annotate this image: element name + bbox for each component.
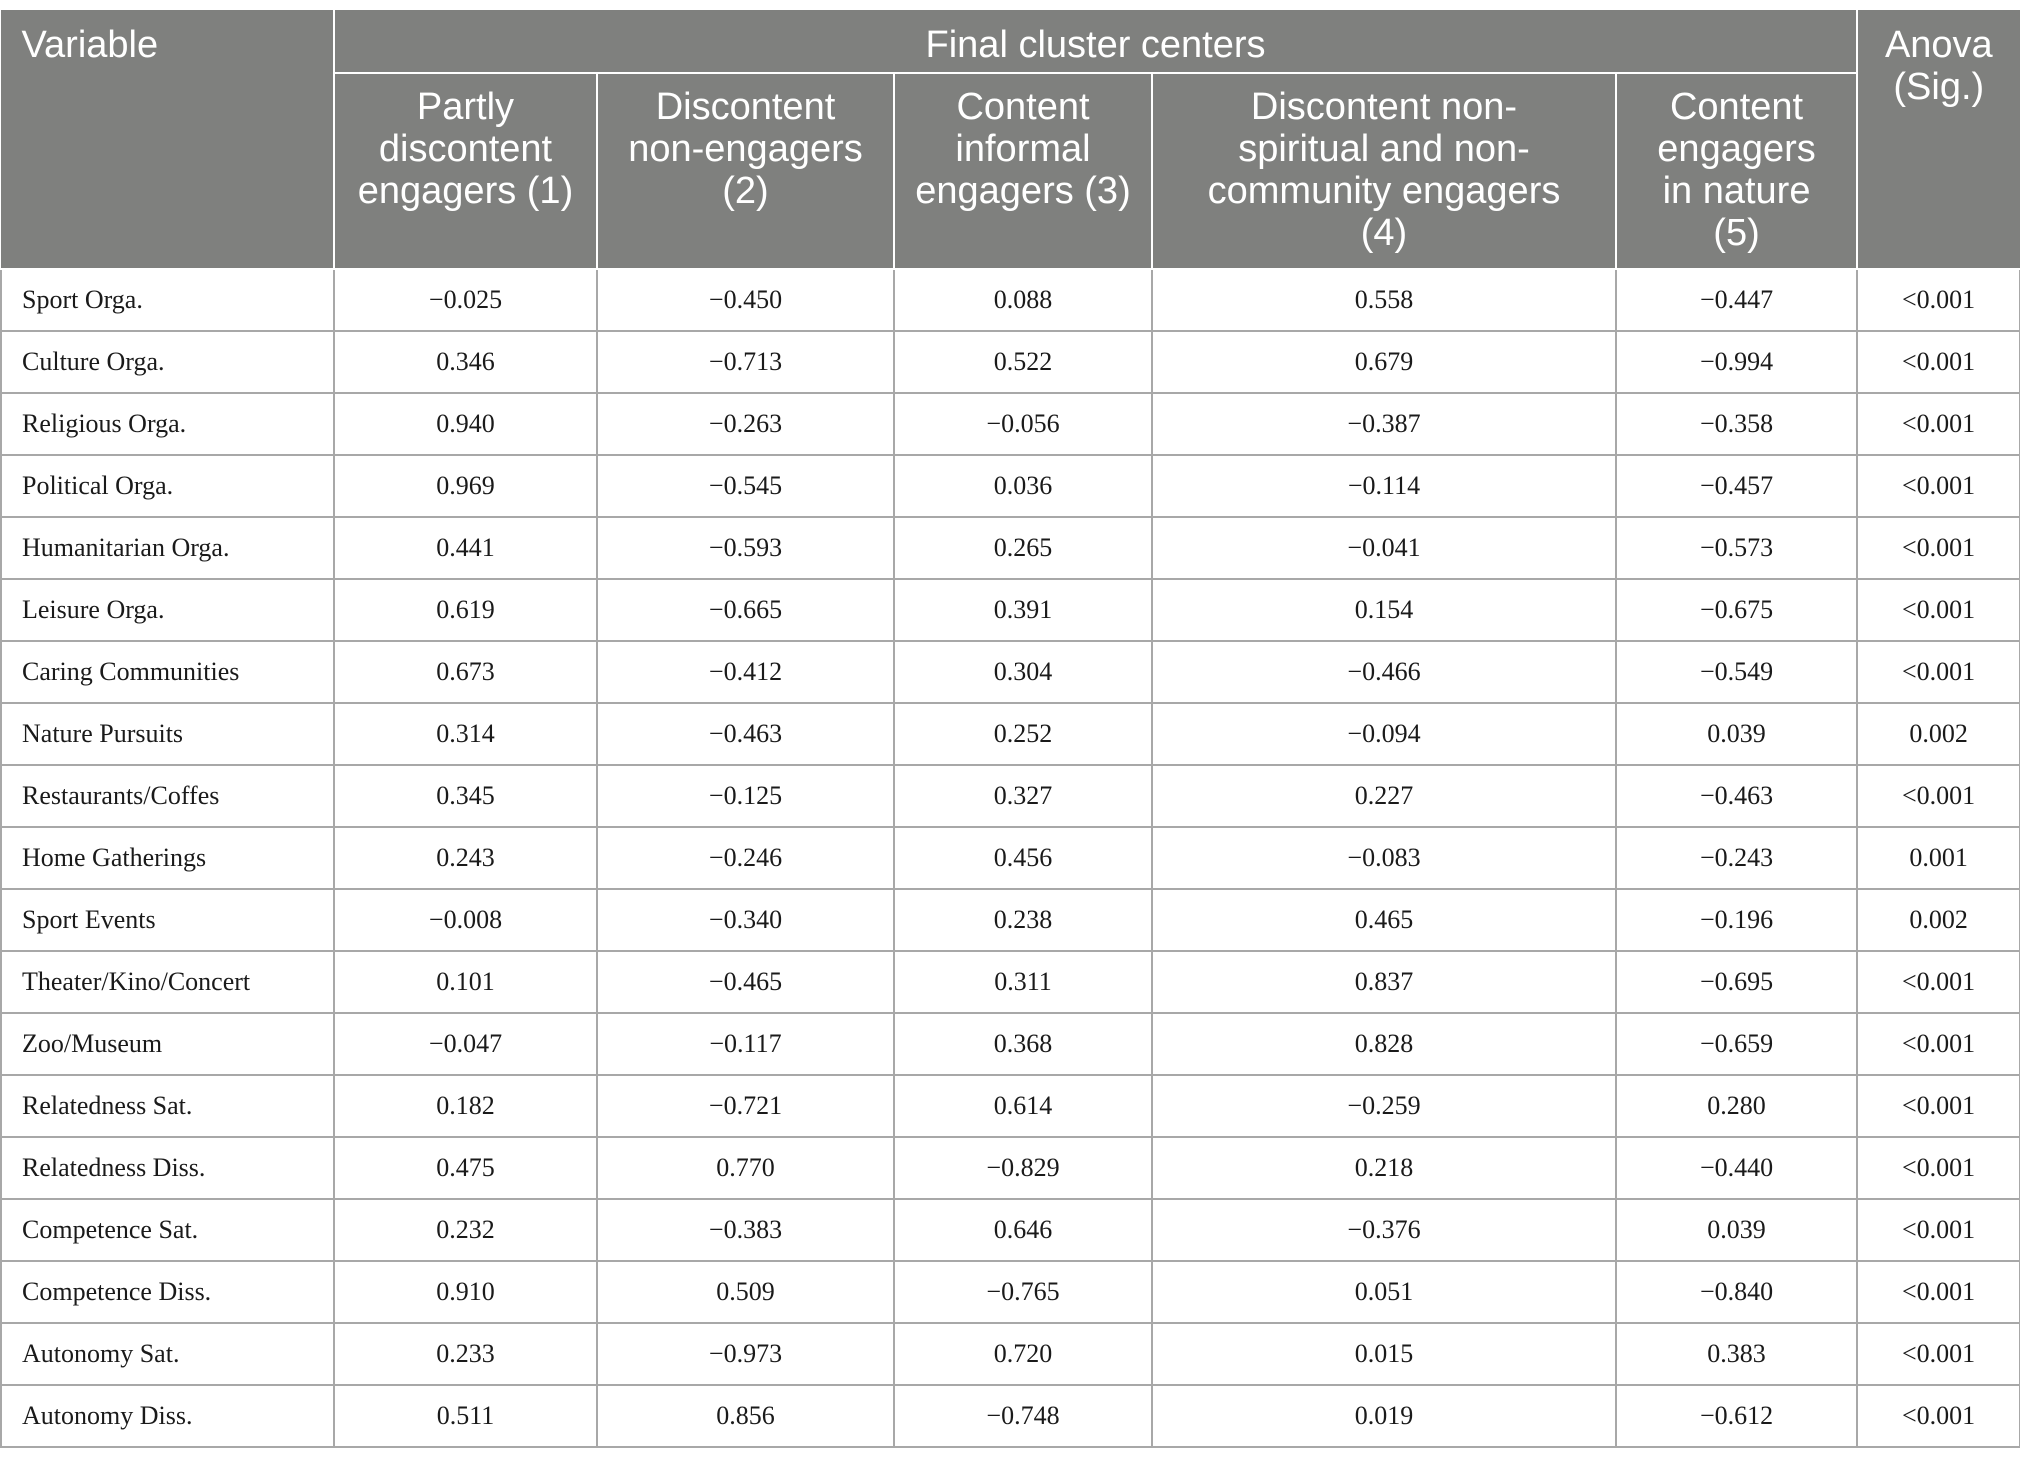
cluster-3-header bbox=[894, 73, 1152, 269]
table-row bbox=[1, 393, 2020, 455]
variable-cell: Autonomy Diss. bbox=[1, 1385, 334, 1447]
anova-sig-cell: <0.001 bbox=[1857, 1013, 2020, 1075]
cluster-2-cell: −0.593 bbox=[597, 517, 894, 579]
anova-sig-cell: <0.001 bbox=[1857, 765, 2020, 827]
cluster-header-line: Discontent non- bbox=[1250, 86, 1518, 128]
anova-sig-cell: <0.001 bbox=[1857, 331, 2020, 393]
variable-cell: Sport Orga. bbox=[1, 269, 334, 331]
cluster-1-cell: 0.673 bbox=[334, 641, 597, 703]
variable-cell: Autonomy Sat. bbox=[1, 1323, 334, 1385]
table-body bbox=[1, 269, 2020, 1447]
cluster-header-line: discontent bbox=[378, 128, 553, 170]
table-row bbox=[1, 765, 2020, 827]
cluster-4-cell: −0.259 bbox=[1152, 1075, 1616, 1137]
cluster-5-cell: −0.994 bbox=[1616, 331, 1857, 393]
cluster-header-line: Discontent bbox=[655, 86, 836, 128]
cluster-4-cell: −0.094 bbox=[1152, 703, 1616, 765]
cluster-4-cell: −0.041 bbox=[1152, 517, 1616, 579]
anova-sig-cell: 0.002 bbox=[1857, 889, 2020, 951]
cluster-3-cell: 0.368 bbox=[894, 1013, 1152, 1075]
cluster-5-header bbox=[1616, 73, 1857, 269]
table-row bbox=[1, 1013, 2020, 1075]
table-row bbox=[1, 269, 2020, 331]
cluster-header-line: (2) bbox=[722, 170, 769, 212]
cluster-4-cell: 0.679 bbox=[1152, 331, 1616, 393]
cluster-3-cell: −0.765 bbox=[894, 1261, 1152, 1323]
cluster-2-cell: −0.246 bbox=[597, 827, 894, 889]
cluster-5-cell: 0.039 bbox=[1616, 1199, 1857, 1261]
cluster-1-cell: 0.233 bbox=[334, 1323, 597, 1385]
cluster-5-cell: −0.612 bbox=[1616, 1385, 1857, 1447]
table-row bbox=[1, 1075, 2020, 1137]
cluster-4-cell: 0.154 bbox=[1152, 579, 1616, 641]
cluster-4-cell: −0.387 bbox=[1152, 393, 1616, 455]
cluster-5-cell: −0.447 bbox=[1616, 269, 1857, 331]
cluster-3-cell: 0.265 bbox=[894, 517, 1152, 579]
cluster-3-cell: 0.720 bbox=[894, 1323, 1152, 1385]
variable-cell: Nature Pursuits bbox=[1, 703, 334, 765]
cluster-2-cell: −0.665 bbox=[597, 579, 894, 641]
cluster-1-cell: 0.619 bbox=[334, 579, 597, 641]
cluster-4-cell: 0.828 bbox=[1152, 1013, 1616, 1075]
anova-sig-cell: 0.002 bbox=[1857, 703, 2020, 765]
anova-sig-cell: <0.001 bbox=[1857, 1323, 2020, 1385]
cluster-5-cell: −0.675 bbox=[1616, 579, 1857, 641]
table-row bbox=[1, 579, 2020, 641]
cluster-4-cell: 0.051 bbox=[1152, 1261, 1616, 1323]
cluster-5-cell: 0.039 bbox=[1616, 703, 1857, 765]
variable-cell: Zoo/Museum bbox=[1, 1013, 334, 1075]
cluster-1-header bbox=[334, 73, 597, 269]
cluster-3-cell: 0.391 bbox=[894, 579, 1152, 641]
variable-cell: Humanitarian Orga. bbox=[1, 517, 334, 579]
cluster-3-cell: 0.252 bbox=[894, 703, 1152, 765]
variable-cell: Restaurants/Coffes bbox=[1, 765, 334, 827]
cluster-5-cell: −0.659 bbox=[1616, 1013, 1857, 1075]
cluster-2-cell: −0.117 bbox=[597, 1013, 894, 1075]
cluster-2-cell: 0.856 bbox=[597, 1385, 894, 1447]
table-row bbox=[1, 703, 2020, 765]
cluster-header-line: community engagers bbox=[1207, 170, 1561, 212]
table-row bbox=[1, 1137, 2020, 1199]
anova-sig-cell: <0.001 bbox=[1857, 455, 2020, 517]
anova-sig-cell: <0.001 bbox=[1857, 579, 2020, 641]
table-row bbox=[1, 1199, 2020, 1261]
anova-sig-cell: <0.001 bbox=[1857, 517, 2020, 579]
cluster-1-cell: 0.182 bbox=[334, 1075, 597, 1137]
table-row bbox=[1, 889, 2020, 951]
table-row bbox=[1, 1261, 2020, 1323]
cluster-2-cell: −0.412 bbox=[597, 641, 894, 703]
anova-sig-cell: <0.001 bbox=[1857, 1385, 2020, 1447]
variable-cell: Relatedness Diss. bbox=[1, 1137, 334, 1199]
cluster-4-cell: 0.465 bbox=[1152, 889, 1616, 951]
final-cluster-centers-header: Final cluster centers bbox=[334, 9, 1857, 73]
variable-cell: Competence Diss. bbox=[1, 1261, 334, 1323]
anova-header-line: Anova bbox=[1884, 24, 1993, 66]
cluster-header-line: Partly bbox=[416, 86, 515, 128]
cluster-4-header bbox=[1152, 73, 1616, 269]
anova-sig-cell: <0.001 bbox=[1857, 1075, 2020, 1137]
cluster-3-cell: 0.456 bbox=[894, 827, 1152, 889]
cluster-header-line: engagers (3) bbox=[915, 170, 1131, 212]
cluster-5-cell: −0.457 bbox=[1616, 455, 1857, 517]
variable-cell: Culture Orga. bbox=[1, 331, 334, 393]
cluster-5-cell: 0.383 bbox=[1616, 1323, 1857, 1385]
variable-cell: Home Gatherings bbox=[1, 827, 334, 889]
table-row bbox=[1, 1323, 2020, 1385]
cluster-1-cell: 0.475 bbox=[334, 1137, 597, 1199]
cluster-1-cell: 0.940 bbox=[334, 393, 597, 455]
cluster-header-line: in nature bbox=[1662, 170, 1811, 212]
cluster-1-cell: 0.910 bbox=[334, 1261, 597, 1323]
anova-sig-cell: <0.001 bbox=[1857, 1137, 2020, 1199]
cluster-5-cell: −0.463 bbox=[1616, 765, 1857, 827]
table-header bbox=[1, 9, 2020, 269]
cluster-4-cell: −0.083 bbox=[1152, 827, 1616, 889]
cluster-4-cell: −0.466 bbox=[1152, 641, 1616, 703]
cluster-3-cell: 0.614 bbox=[894, 1075, 1152, 1137]
table-row bbox=[1, 517, 2020, 579]
cluster-2-cell: −0.545 bbox=[597, 455, 894, 517]
cluster-header-line: Content bbox=[1669, 86, 1804, 128]
cluster-2-cell: −0.973 bbox=[597, 1323, 894, 1385]
cluster-2-cell: −0.450 bbox=[597, 269, 894, 331]
variable-cell: Political Orga. bbox=[1, 455, 334, 517]
table-row bbox=[1, 641, 2020, 703]
table-row bbox=[1, 455, 2020, 517]
cluster-1-cell: 0.969 bbox=[334, 455, 597, 517]
cluster-1-cell: 0.243 bbox=[334, 827, 597, 889]
cluster-2-cell: −0.340 bbox=[597, 889, 894, 951]
cluster-4-cell: −0.114 bbox=[1152, 455, 1616, 517]
cluster-5-cell: −0.695 bbox=[1616, 951, 1857, 1013]
cluster-2-header bbox=[597, 73, 894, 269]
cluster-5-cell: −0.840 bbox=[1616, 1261, 1857, 1323]
variable-cell: Theater/Kino/Concert bbox=[1, 951, 334, 1013]
cluster-5-cell: −0.440 bbox=[1616, 1137, 1857, 1199]
cluster-2-cell: −0.383 bbox=[597, 1199, 894, 1261]
cluster-5-cell: 0.280 bbox=[1616, 1075, 1857, 1137]
cluster-3-cell: 0.646 bbox=[894, 1199, 1152, 1261]
cluster-header-line: Content bbox=[956, 86, 1090, 128]
anova-sig-cell: <0.001 bbox=[1857, 393, 2020, 455]
cluster-4-cell: 0.837 bbox=[1152, 951, 1616, 1013]
variable-cell: Sport Events bbox=[1, 889, 334, 951]
cluster-2-cell: −0.713 bbox=[597, 331, 894, 393]
cluster-header-line: (4) bbox=[1360, 212, 1408, 254]
anova-sig-cell: <0.001 bbox=[1857, 951, 2020, 1013]
cluster-1-cell: 0.314 bbox=[334, 703, 597, 765]
cluster-1-cell: −0.025 bbox=[334, 269, 597, 331]
variable-cell: Caring Communities bbox=[1, 641, 334, 703]
cluster-1-cell: 0.511 bbox=[334, 1385, 597, 1447]
cluster-2-cell: −0.463 bbox=[597, 703, 894, 765]
cluster-5-cell: −0.243 bbox=[1616, 827, 1857, 889]
cluster-5-cell: −0.549 bbox=[1616, 641, 1857, 703]
table-row bbox=[1, 827, 2020, 889]
variable-cell: Competence Sat. bbox=[1, 1199, 334, 1261]
cluster-1-cell: 0.232 bbox=[334, 1199, 597, 1261]
cluster-4-cell: 0.227 bbox=[1152, 765, 1616, 827]
anova-sig-cell: <0.001 bbox=[1857, 1261, 2020, 1323]
cluster-3-cell: 0.036 bbox=[894, 455, 1152, 517]
cluster-1-cell: −0.047 bbox=[334, 1013, 597, 1075]
cluster-3-cell: 0.522 bbox=[894, 331, 1152, 393]
cluster-3-cell: 0.327 bbox=[894, 765, 1152, 827]
cluster-3-cell: 0.088 bbox=[894, 269, 1152, 331]
cluster-header-line: engagers (1) bbox=[357, 170, 574, 212]
anova-header-line: (Sig.) bbox=[1893, 66, 1985, 108]
anova-sig-cell: <0.001 bbox=[1857, 1199, 2020, 1261]
variable-cell: Leisure Orga. bbox=[1, 579, 334, 641]
cluster-2-cell: −0.721 bbox=[597, 1075, 894, 1137]
variable-cell: Religious Orga. bbox=[1, 393, 334, 455]
cluster-1-cell: 0.345 bbox=[334, 765, 597, 827]
cluster-4-cell: 0.558 bbox=[1152, 269, 1616, 331]
cluster-3-cell: −0.056 bbox=[894, 393, 1152, 455]
cluster-4-cell: 0.015 bbox=[1152, 1323, 1616, 1385]
table-row bbox=[1, 1385, 2020, 1447]
cluster-3-cell: 0.304 bbox=[894, 641, 1152, 703]
anova-column-header bbox=[1857, 9, 2020, 269]
cluster-2-cell: −0.465 bbox=[597, 951, 894, 1013]
cluster-header-line: informal bbox=[955, 128, 1091, 170]
cluster-2-cell: 0.770 bbox=[597, 1137, 894, 1199]
cluster-5-cell: −0.573 bbox=[1616, 517, 1857, 579]
table-row bbox=[1, 951, 2020, 1013]
cluster-5-cell: −0.358 bbox=[1616, 393, 1857, 455]
cluster-header-line: engagers bbox=[1657, 128, 1816, 170]
cluster-4-cell: 0.019 bbox=[1152, 1385, 1616, 1447]
cluster-1-cell: −0.008 bbox=[334, 889, 597, 951]
cluster-3-cell: −0.829 bbox=[894, 1137, 1152, 1199]
cluster-header-line: spiritual and non- bbox=[1238, 128, 1530, 170]
cluster-3-cell: −0.748 bbox=[894, 1385, 1152, 1447]
cluster-5-cell: −0.196 bbox=[1616, 889, 1857, 951]
cluster-3-cell: 0.311 bbox=[894, 951, 1152, 1013]
cluster-2-cell: −0.125 bbox=[597, 765, 894, 827]
cluster-4-cell: −0.376 bbox=[1152, 1199, 1616, 1261]
cluster-header-line: (5) bbox=[1713, 212, 1760, 254]
anova-sig-cell: <0.001 bbox=[1857, 269, 2020, 331]
cluster-1-cell: 0.101 bbox=[334, 951, 597, 1013]
cluster-1-cell: 0.441 bbox=[334, 517, 597, 579]
variable-cell: Relatedness Sat. bbox=[1, 1075, 334, 1137]
anova-sig-cell: 0.001 bbox=[1857, 827, 2020, 889]
anova-sig-cell: <0.001 bbox=[1857, 641, 2020, 703]
table-row bbox=[1, 331, 2020, 393]
cluster-header-line: non-engagers bbox=[628, 128, 863, 170]
cluster-4-cell: 0.218 bbox=[1152, 1137, 1616, 1199]
cluster-centers-table bbox=[0, 8, 2020, 1448]
cluster-2-cell: −0.263 bbox=[597, 393, 894, 455]
cluster-2-cell: 0.509 bbox=[597, 1261, 894, 1323]
cluster-3-cell: 0.238 bbox=[894, 889, 1152, 951]
variable-column-header: Variable bbox=[1, 9, 334, 269]
cluster-1-cell: 0.346 bbox=[334, 331, 597, 393]
